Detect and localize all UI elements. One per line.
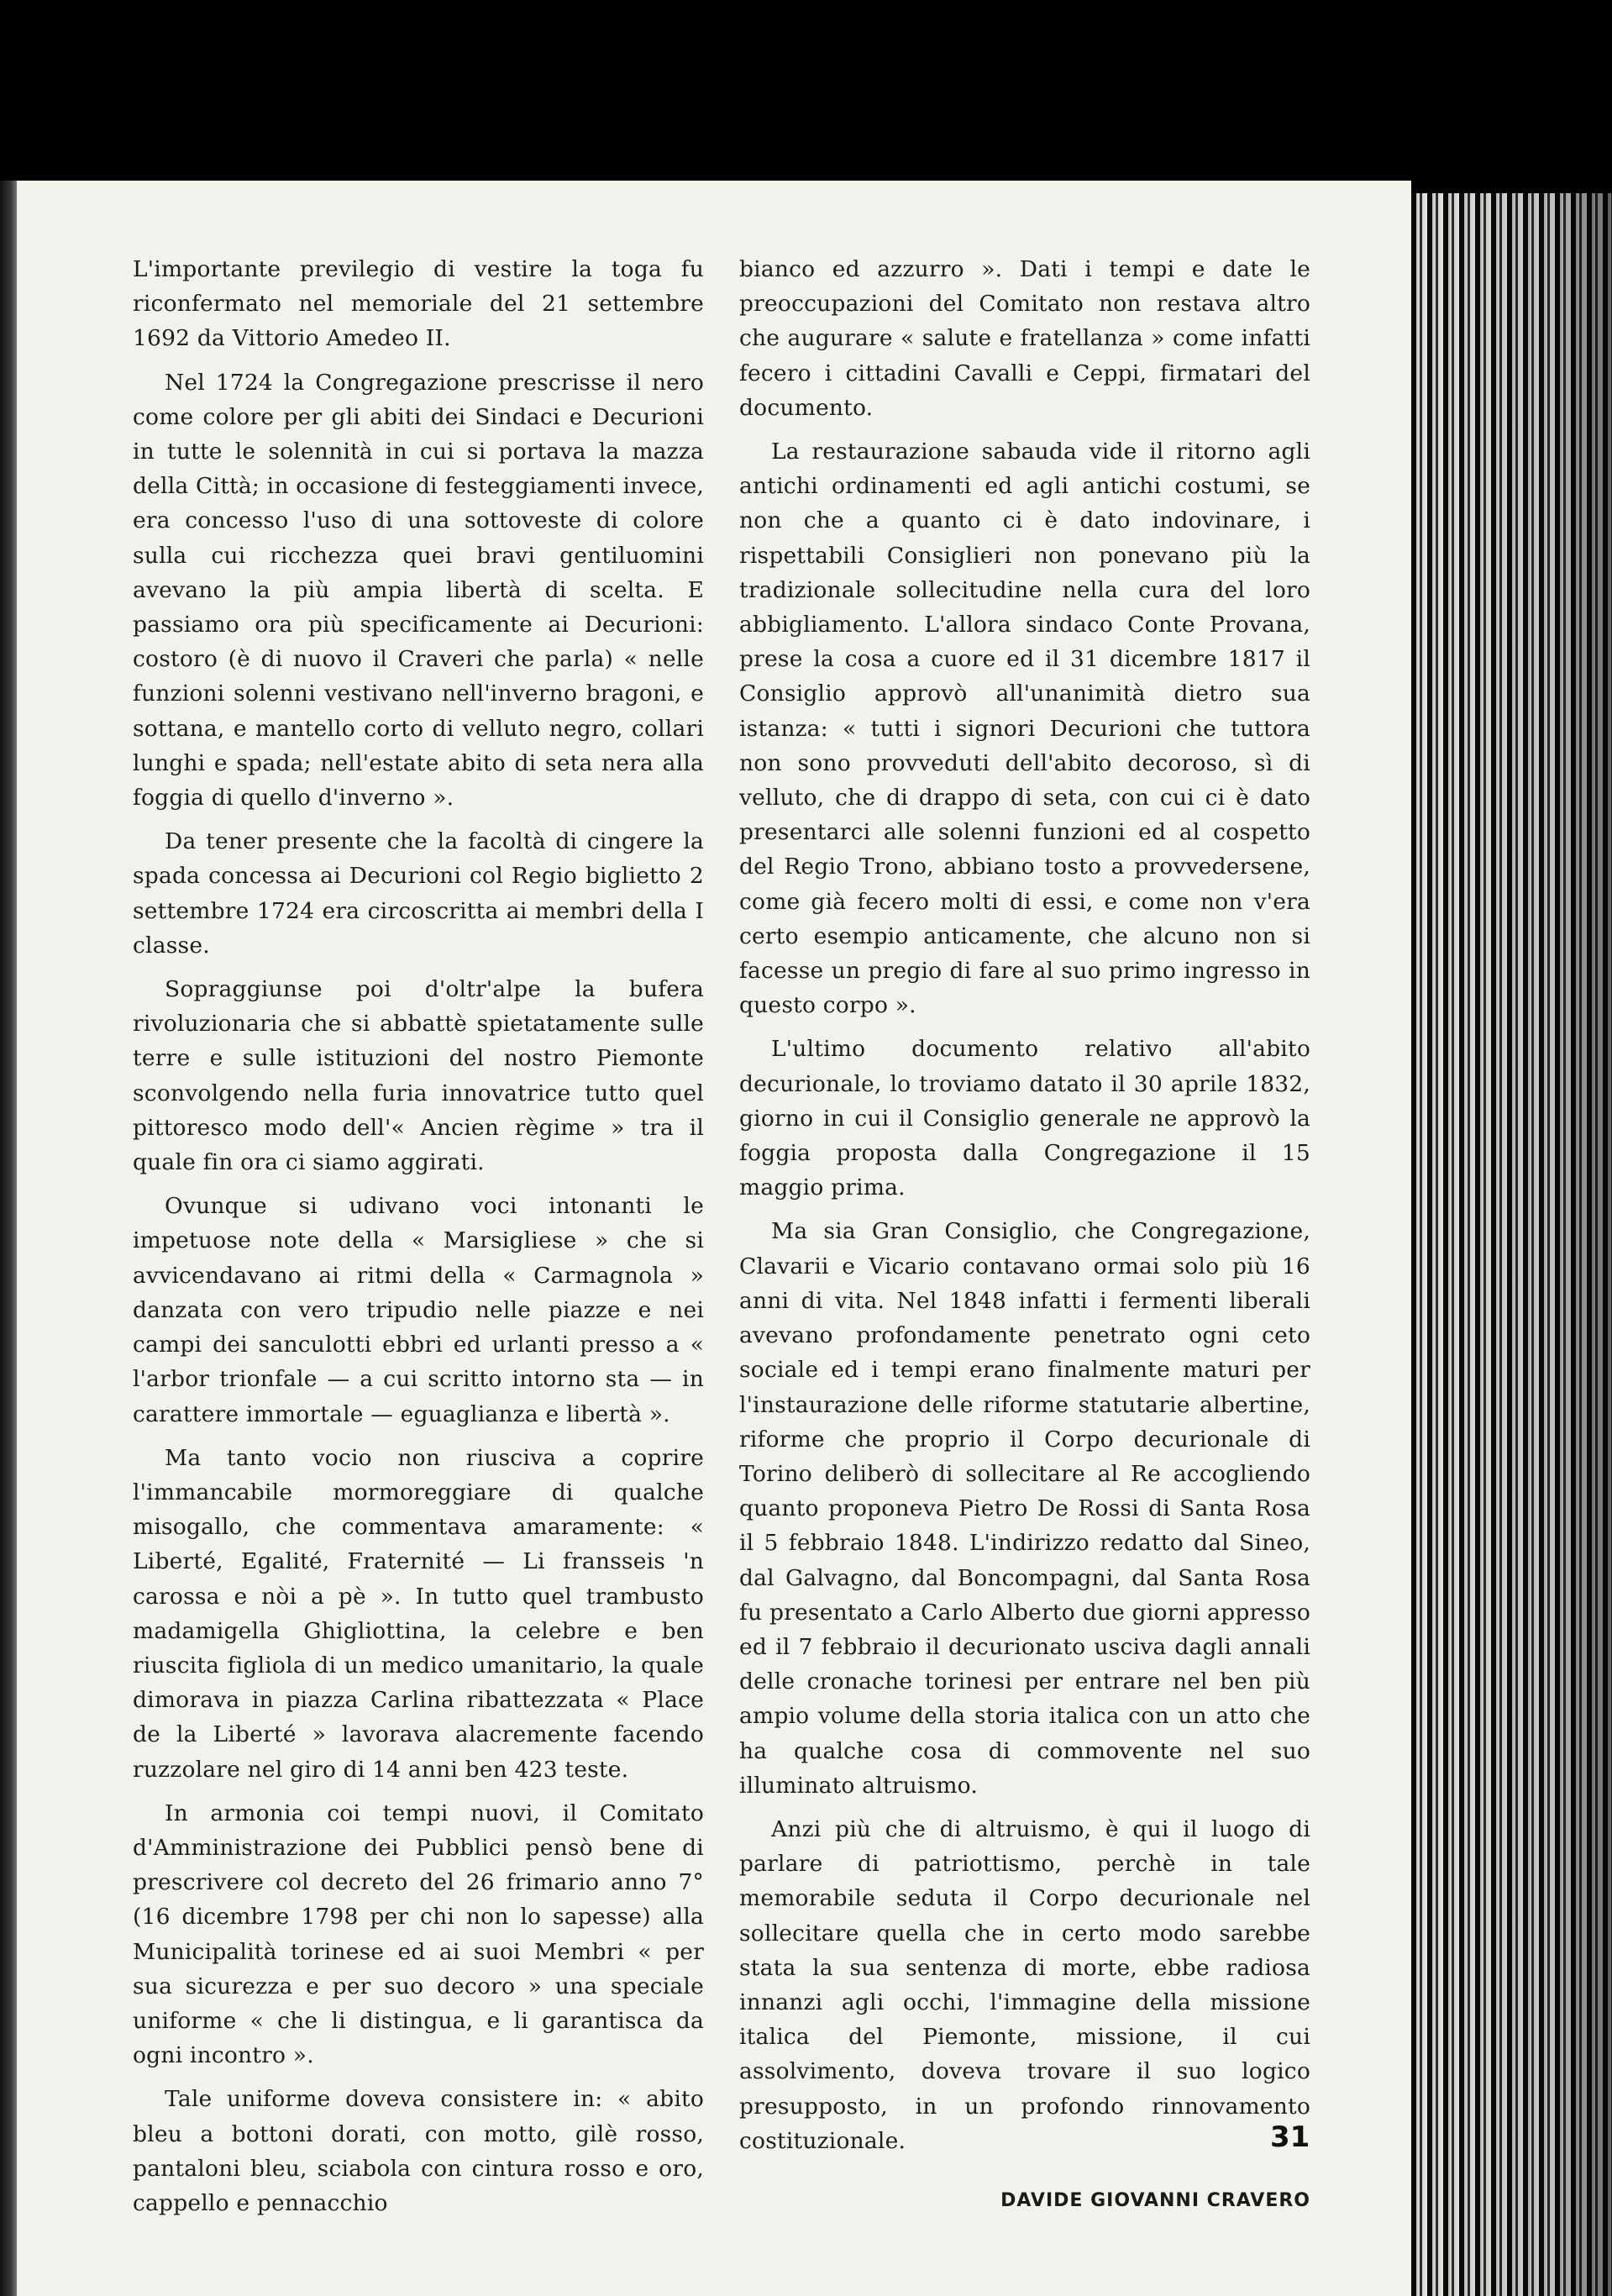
- paragraph: L'importante previlegio di vestire la toga fu riconfermato nel memoriale del 21 settembre 1692 da Vittorio Amedeo II.: [133, 256, 704, 352]
- paragraph: In armonia coi tempi nuovi, il Comitato d'Amministrazione dei Pubblici pensò bene di prescrivere col decreto del 26 frimario anno 7° (16 dicembre 1798 per chi non lo sapesse) alla Municipalità torinese ed ai suoi Membri « per sua sicurezza e per suo decoro » una speciale uniforme « che li distingua, e li garantisca da ogni incontro ».: [133, 1799, 704, 2069]
- paragraph: Ovunque si udivano voci intonanti le impetuose note della « Marsigliese » che si avvicendavano ai ritmi della « Carmagnola » danzata con vero tripudio nelle piazze e nei campi dei sanculotti ebbri ed urlanti presso a « l'arbor trionfale — a cui scritto intorno sta — in carattere immortale — eguaglianza e libertà ».: [133, 1193, 704, 1427]
- paragraph: bianco ed azzurro ». Dati i tempi e date le preoccupazioni del Comitato non restava altro che augurare « salute e fratellanza » come infatti fecero i cittadini Cavalli e Ceppi, firmatari del documento.: [739, 256, 1310, 421]
- left-text-column: [133, 252, 704, 2230]
- binding-shadow: [0, 181, 18, 2296]
- paragraph: Nel 1724 la Congregazione prescrisse il nero come colore per gli abiti dei Sindaci e Decurioni in tutte le solennità in cui si portava la mazza della Città; in occasione di festeggiamenti invece, era concesso l'uso di una sottoveste di colore sulla cui ricchezza quei bravi gentiluomini avevano la più ampia libertà di scelta. E passiamo ora più specificamente ai Decurioni: costoro (è di nuovo il Craveri che parla) « nelle funzioni solenni vestivano nell'inverno bragoni, e sottana, e mantello corto di velluto negro, collari lunghi e spada; nell'estate abito di seta nera alla foggia di quello d'inverno ».: [133, 369, 704, 812]
- paragraph: Anzi più che di altruismo, è qui il luogo di parlare di patriottismo, perchè in tale memorabile seduta il Corpo decurionale nel sollecitare quella che in certo modo sarebbe stata la sua sentenza di morte, ebbe radiosa innanzi agli occhi, l'immagine della missione italica del Piemonte, missione, il cui assolvimento, doveva trovare il suo logico presupposto, in un profondo rinnovamento costituzionale.: [739, 1815, 1310, 2154]
- page-edge-shading: [1411, 193, 1612, 2296]
- paragraph: Ma tanto vocio non riusciva a coprire l'immancabile mormoreggiare di qualche misogallo, che commentava amaramente: « Liberté, Egalité, Fraternité — Li fransseis 'n carossa e nòi a pè ». In tutto quel trambusto madamigella Ghigliottina, la celebre e ben riuscita figliola di un medico umanitario, la quale dimorava in piazza Carlina ribattezzata « Place de la Liberté » lavorava alacremente facendo ruzzolare nel giro di 14 anni ben 423 teste.: [133, 1444, 704, 1783]
- paragraph: L'ultimo documento relativo all'abito decurionale, lo troviamo datato il 30 aprile 1832, giorno in cui il Consiglio generale ne approvò la foggia proposta dalla Congregazione il 15 maggio prima.: [739, 1036, 1310, 1201]
- right-text-column: [739, 252, 1310, 2218]
- paragraph: Ma sia Gran Consiglio, che Congregazione, Clavarii e Vicario contavano ormai solo più 16 anni di vita. Nel 1848 infatti i fermenti liberali avevano profondamente penetrato ogni ceto sociale ed i tempi erano finalmente maturi per l'instaurazione delle riforme statutarie albertine, riforme che proprio il Corpo decurionale di Torino deliberò di sollecitare al Re accogliendo quanto proponeva Pietro De Rossi di Santa Rosa il 5 febbraio 1848. L'indirizzo redatto dal Sineo, dal Galvagno, dal Boncompagni, dal Santa Rosa fu presentato a Carlo Alberto due giorni appresso ed il 7 febbraio il decurionato usciva dagli annali delle cronache torinesi per entrare nel ben più ampio volume della storia italica con un atto che ha qualche cosa di commovente nel suo illuminato altruismo.: [739, 1218, 1310, 1799]
- author-signature: DAVIDE GIOVANNI CRAVERO: [1000, 2189, 1310, 2211]
- page-number: 31: [1270, 2120, 1310, 2154]
- paragraph: Da tener presente che la facoltà di cingere la spada concessa ai Decurioni col Regio biglietto 2 settembre 1724 era circoscritta ai membri della I classe.: [133, 828, 704, 959]
- paragraph: Sopraggiunse poi d'oltr'alpe la bufera rivoluzionaria che si abbattè spietatamente sulle terre e sulle istituzioni del nostro Piemonte sconvolgendo nella furia innovatrice tutto quel pittoresco modo dell'« Ancien règime » tra il quale fin ora ci siamo aggirati.: [133, 976, 704, 1176]
- paragraph: La restaurazione sabauda vide il ritorno agli antichi ordinamenti ed agli antichi costumi, se non che a quanto ci è dato indovinare, i rispettabili Consiglieri non ponevano più la tradizionale sollecitudine nella cura del loro abbigliamento. L'allora sindaco Conte Provana, prese la cosa a cuore ed il 31 dicembre 1817 il Consiglio approvò all'unanimità dietro sua istanza: « tutti i signori Decurioni che tuttora non sono provveduti dell'abito decoroso, sì di velluto, che di drappo di seta, con cui ci è dato presentarci alle solenni funzioni ed al cospetto del Regio Trono, abbiano tosto a provvedersene, come già fecero molti di essi, e come non v'era certo esempio anticamente, che alcuno non si facesse un pregio di fare al suo primo ingresso in questo corpo ».: [739, 439, 1310, 1019]
- paragraph: Tale uniforme doveva consistere in: « abito bleu a bottoni dorati, con motto, gilè rosso, pantaloni bleu, sciabola con cintura rosso e oro, cappello e pennacchio: [133, 2086, 704, 2216]
